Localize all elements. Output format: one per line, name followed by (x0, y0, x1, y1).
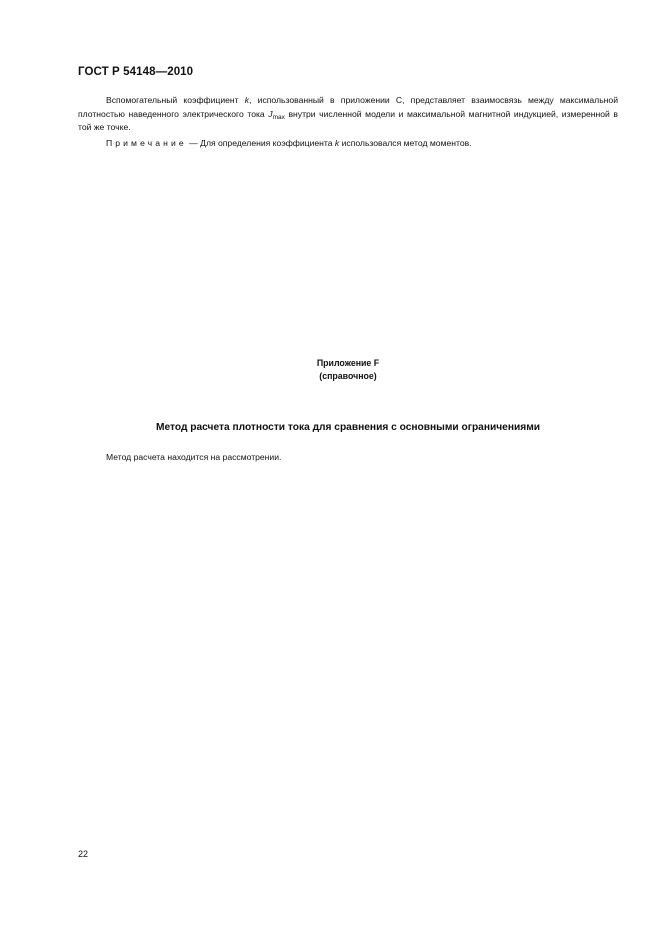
appendix-title: Приложение F (316, 358, 380, 368)
note-text-part1: — Для определения коэффициента (186, 138, 335, 148)
note-k-symbol: k (334, 138, 340, 148)
method-paragraph: Метод расчета находится на рассмотрении. (106, 452, 282, 462)
j-subscript: max (272, 113, 285, 121)
note-paragraph (78, 137, 618, 151)
note-label: Примечание (106, 138, 187, 148)
document-code: ГОСТ Р 54148—2010 (78, 66, 194, 78)
intro-text-part2: , использованный в приложении C, представляет взаимосвязь между максимальной плотностью наведенного электрического тока (78, 95, 618, 119)
intro-paragraph (78, 94, 618, 135)
page-number: 22 (78, 849, 89, 859)
j-symbol: J (268, 108, 273, 119)
appendix-status: (справочное) (319, 371, 377, 381)
note-text-part2: использовался метод моментов. (339, 138, 472, 148)
k-symbol: k (244, 95, 250, 105)
intro-text-part3: внутри численной модели и максимальной магнитной индукцией, измеренной в той же точке. (78, 108, 618, 133)
section-heading: Метод расчета плотности тока для сравнения с основными ограничениями (155, 422, 540, 433)
intro-text-part1: Вспомогательный коэффициент (106, 95, 245, 105)
appendix-header (78, 357, 618, 383)
